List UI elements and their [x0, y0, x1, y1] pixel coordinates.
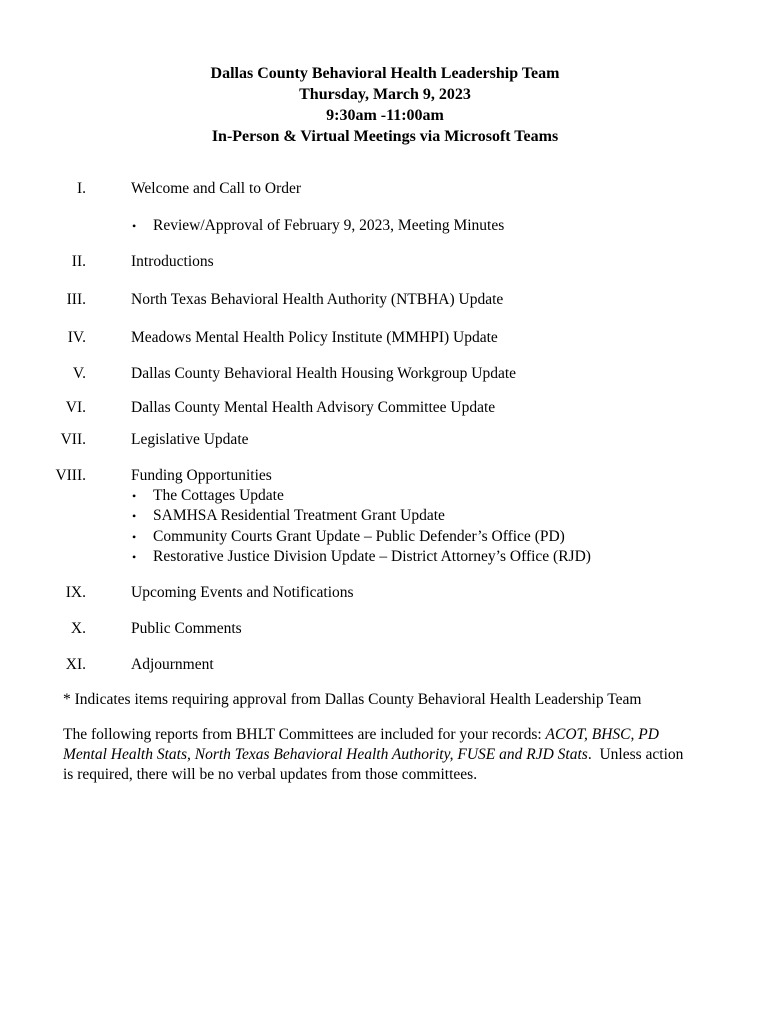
agenda-numeral: III.: [66, 291, 86, 308]
agenda-numeral: VII.: [60, 431, 86, 448]
sub-item-text: The Cottages Update: [153, 487, 284, 504]
approval-note: * Indicates items requiring approval from Dallas County Behavioral Health Leadership Team: [63, 691, 642, 708]
agenda-item-text: Welcome and Call to Order: [131, 180, 302, 197]
sub-item-text: Review/Approval of February 9, 2023, Meeting Minutes: [153, 217, 505, 234]
reports-list-part2: Mental Health Stats, North Texas Behavioral Health Authority, FUSE and RJD Stats: [63, 746, 588, 763]
reports-list-part1: ACOT, BHSC, PD: [545, 726, 659, 743]
agenda-numeral: II.: [71, 253, 86, 270]
agenda-numeral: IV.: [67, 329, 86, 346]
agenda-numeral: VI.: [65, 399, 86, 416]
agenda-item-text: Dallas County Behavioral Health Housing Workgroup Update: [131, 365, 517, 382]
meeting-time: 9:30am -11:00am: [326, 107, 444, 124]
agenda-item-text: Adjournment: [131, 656, 214, 673]
meeting-format: In-Person & Virtual Meetings via Microsoft Teams: [211, 128, 559, 145]
agenda-numeral: X.: [70, 620, 86, 637]
meeting-date: Thursday, March 9, 2023: [299, 86, 471, 103]
reports-closing-text: is required, there will be no verbal updates from those committees.: [63, 766, 478, 783]
agenda-item-text: North Texas Behavioral Health Authority (NTBHA) Update: [131, 291, 504, 308]
agenda-item-text: Funding Opportunities: [131, 467, 272, 484]
agenda-item-text: Public Comments: [131, 620, 242, 637]
agenda-item-text: Upcoming Events and Notifications: [131, 584, 354, 601]
sub-item-text: SAMHSA Residential Treatment Grant Update: [153, 507, 445, 525]
reports-action-text: . Unless action: [587, 746, 684, 763]
agenda-numeral: I.: [76, 180, 86, 197]
bullet-icon: •: [132, 549, 137, 564]
bullet-icon: •: [132, 219, 137, 233]
bullet-icon: •: [132, 489, 137, 503]
organization-title: Dallas County Behavioral Health Leadership Team: [210, 65, 560, 82]
sub-list-item: [131, 506, 591, 526]
sub-item-text: Community Courts Grant Update – Public Defender’s Office (PD): [153, 527, 565, 545]
sub-list-item: [131, 216, 504, 236]
agenda-sub-list-1: [131, 216, 504, 236]
sub-list-item: [131, 547, 591, 567]
agenda-numeral: XI.: [65, 656, 86, 673]
reports-intro-text: The following reports from BHLT Committees are included for your records:: [63, 726, 546, 743]
sub-list-item: [131, 527, 591, 547]
agenda-numeral: V.: [72, 365, 86, 382]
agenda-item-text: Meadows Mental Health Policy Institute (MMHPI) Update: [131, 329, 498, 346]
agenda-numeral: IX.: [65, 584, 86, 601]
agenda-item-text: Introductions: [131, 253, 214, 270]
bullet-icon: •: [132, 529, 137, 544]
agenda-sub-list-8: [131, 486, 591, 567]
agenda-item-text: Legislative Update: [131, 431, 249, 448]
reports-paragraph: [63, 725, 713, 785]
sub-item-text: Restorative Justice Division Update – District Attorney’s Office (RJD): [153, 547, 591, 565]
document-header: [0, 63, 770, 147]
agenda-item-text: Dallas County Mental Health Advisory Committee Update: [131, 399, 496, 416]
sub-list-item: [131, 486, 591, 506]
agenda-numeral: VIII.: [55, 467, 86, 484]
bullet-icon: •: [132, 509, 137, 524]
